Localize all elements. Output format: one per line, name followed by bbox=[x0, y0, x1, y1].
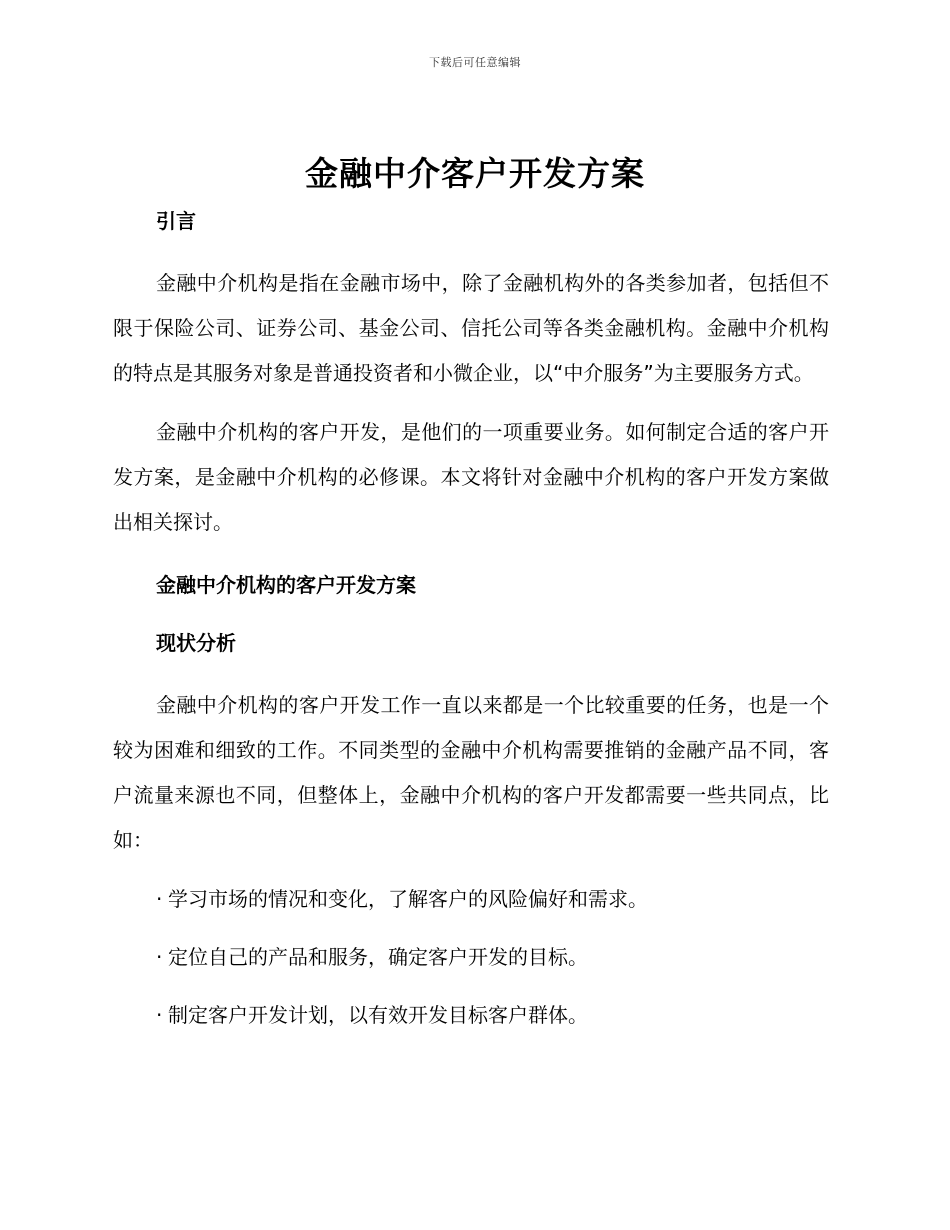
bullet-text: 定位自己的产品和服务，确定客户开发的目标。 bbox=[168, 945, 588, 969]
bullet-marker: · bbox=[156, 1003, 163, 1027]
document-body bbox=[113, 203, 829, 1051]
bullet-item bbox=[113, 993, 829, 1038]
section-heading-plan: 金融中介机构的客户开发方案 bbox=[156, 573, 416, 597]
bullet-text: 学习市场的情况和变化，了解客户的风险偏好和需求。 bbox=[168, 887, 648, 911]
bullet-marker: · bbox=[156, 945, 163, 969]
section-heading-intro: 引言 bbox=[156, 209, 196, 233]
header-note: 下载后可任意编辑 bbox=[429, 56, 521, 69]
document-title: 金融中介客户开发方案 bbox=[305, 154, 645, 193]
bullet-text: 制定客户开发计划，以有效开发目标客户群体。 bbox=[168, 1003, 588, 1027]
paragraph-analysis-1: 金融中介机构的客户开发工作一直以来都是一个比较重要的任务，也是一个较为困难和细致的工作。不同类型的金融中介机构需要推销的金融产品不同，客户流量来源也不同，但整体上，金融中介机构的客户开发都需要一些共同点，比如： bbox=[113, 693, 829, 852]
paragraph-intro-1: 金融中介机构是指在金融市场中，除了金融机构外的各类参加者，包括但不限于保险公司、证券公司、基金公司、信托公司等各类金融机构。金融中介机构的特点是其服务对象是普通投资者和小微企业，以“中介服务”为主要服务方式。 bbox=[113, 271, 829, 385]
paragraph-intro-2: 金融中介机构的客户开发，是他们的一项重要业务。如何制定合适的客户开发方案，是金融中介机构的必修课。本文将针对金融中介机构的客户开发方案做出相关探讨。 bbox=[113, 420, 829, 534]
bullet-item bbox=[113, 935, 829, 980]
bullet-marker: · bbox=[156, 887, 163, 911]
subsection-heading-analysis: 现状分析 bbox=[156, 631, 236, 655]
bullet-item bbox=[113, 877, 829, 922]
